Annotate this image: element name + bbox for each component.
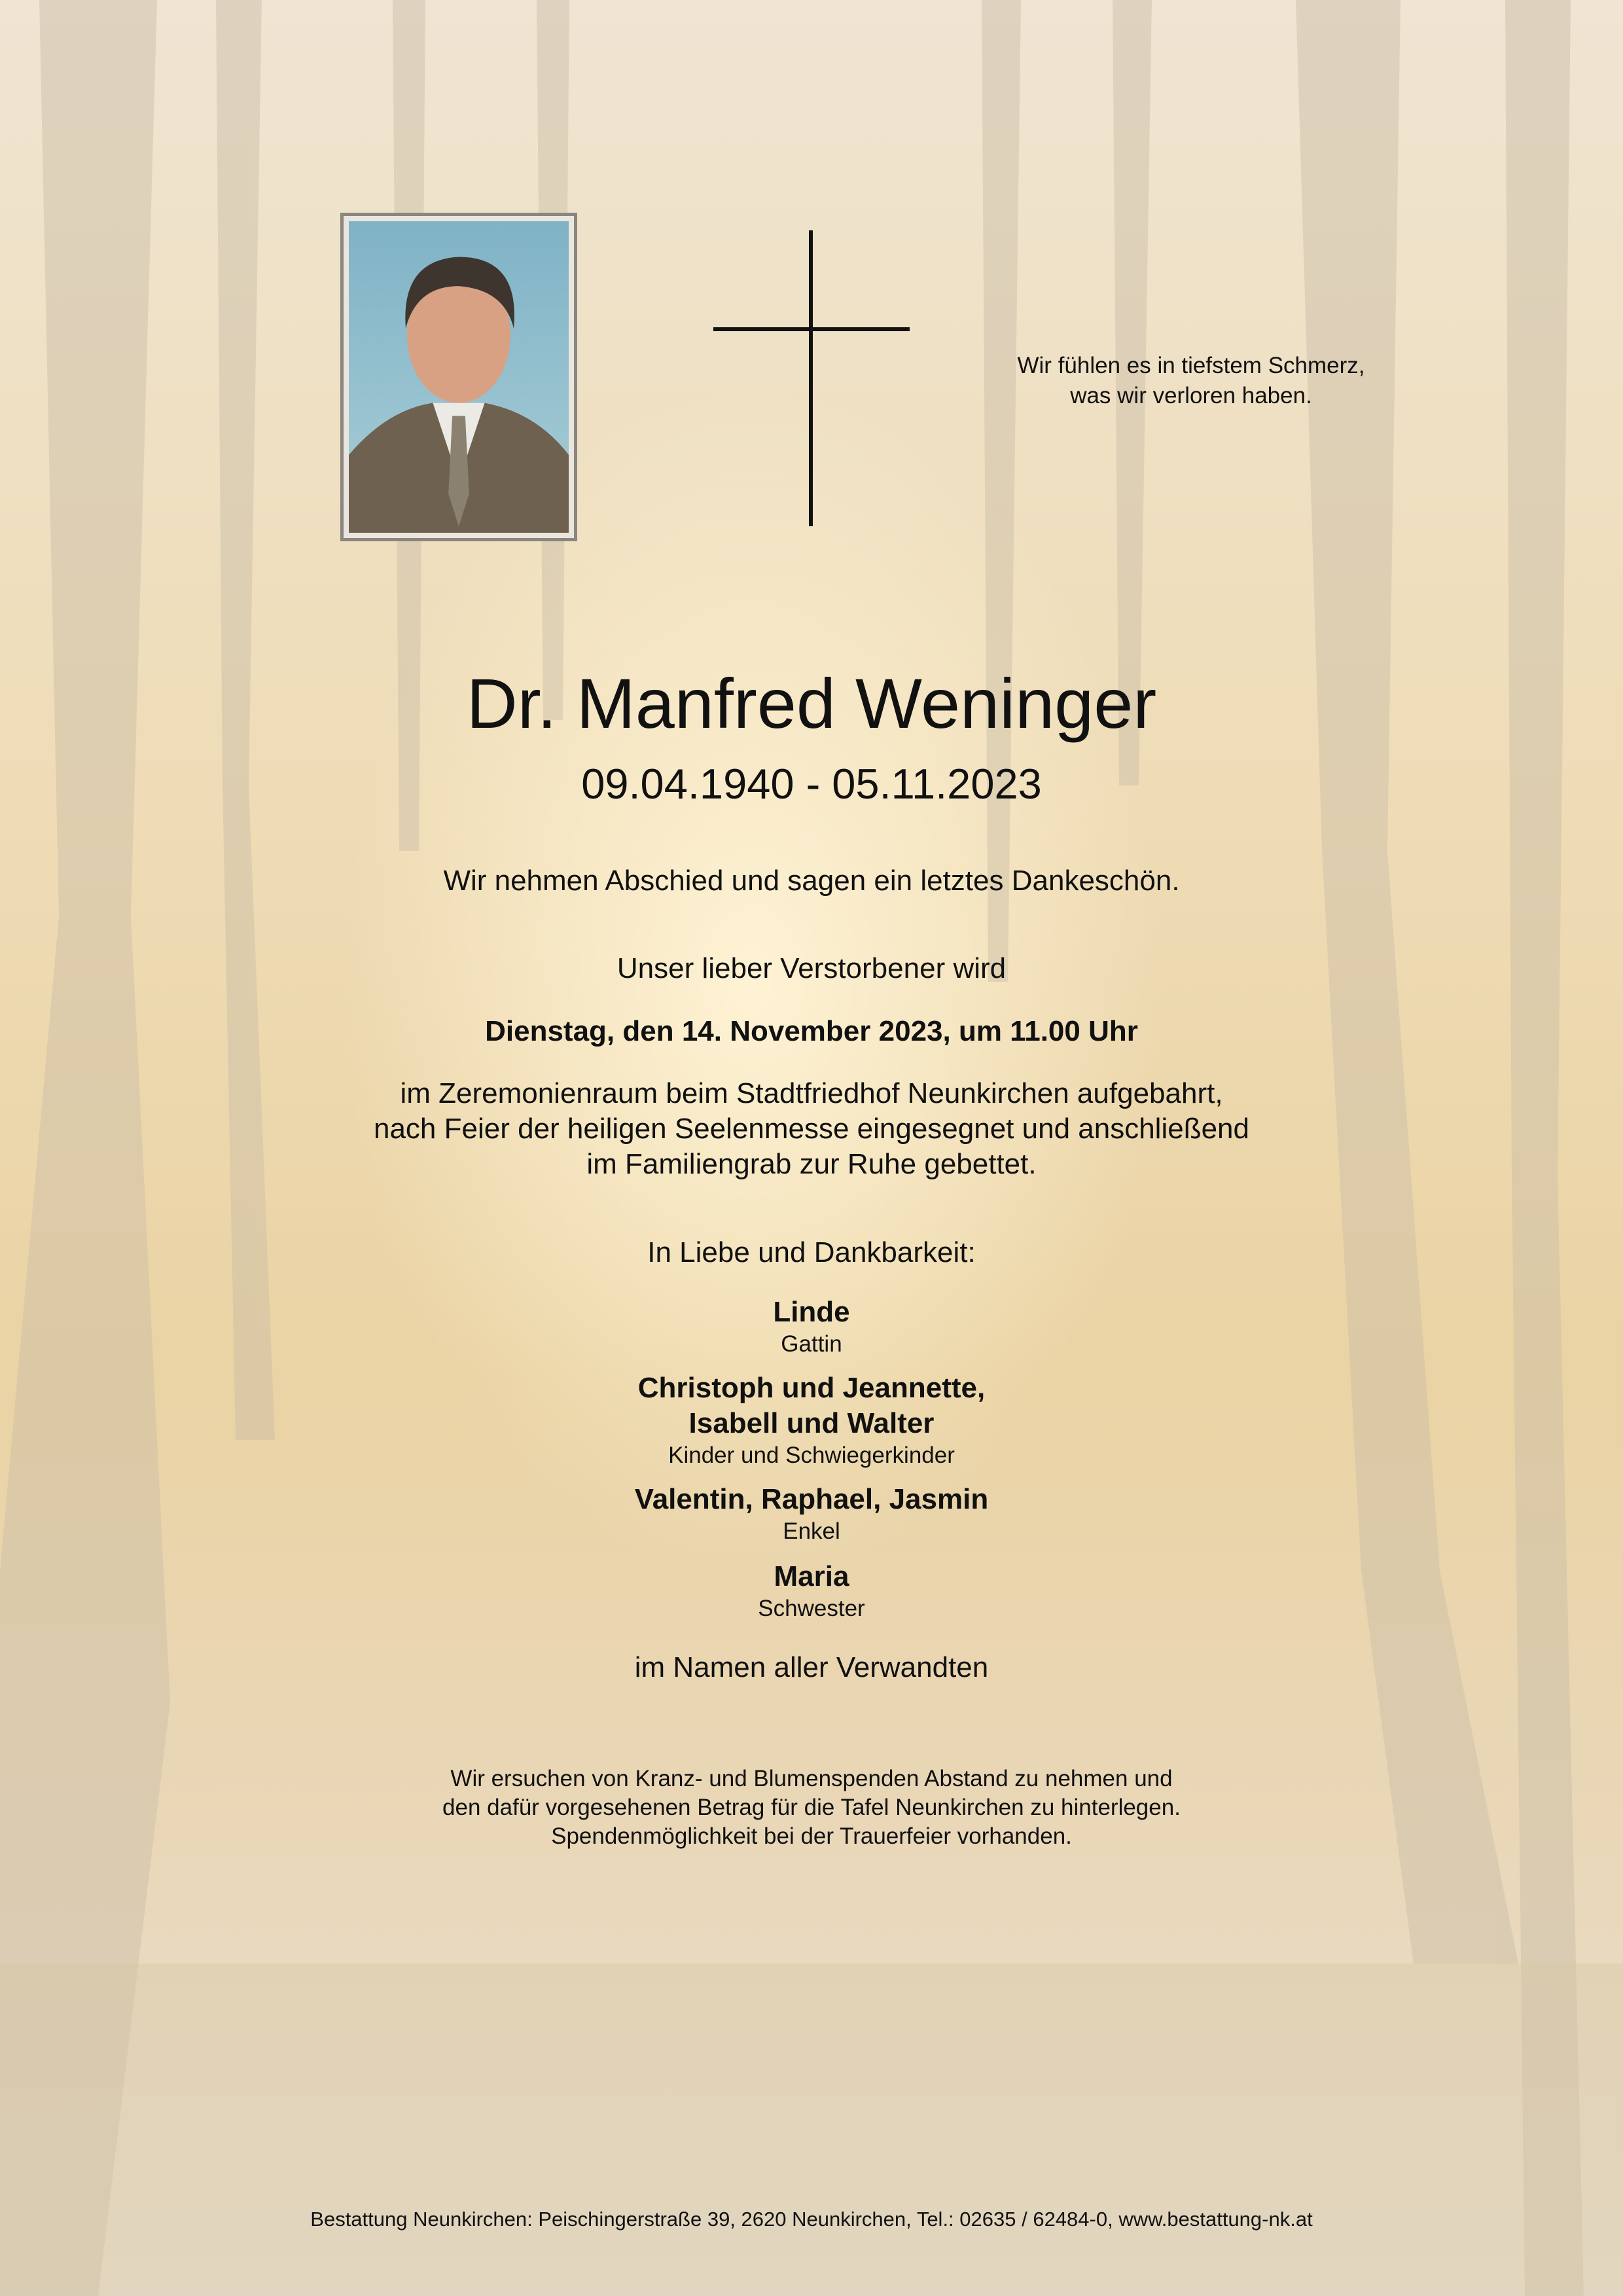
mourner-name: Christoph und Jeannette, (637, 1372, 986, 1404)
ceremony-intro: Unser lieber Verstorbener wird (616, 952, 1007, 984)
thanks-heading: In Liebe und Dankbarkeit: (647, 1236, 976, 1268)
mourner-name: Linde (773, 1296, 850, 1328)
mourner-entry (0, 1482, 1623, 1546)
mourner-name: Isabell und Walter (688, 1407, 935, 1439)
portrait-image (349, 221, 569, 533)
funeral-home-footer: Bestattung Neunkirchen: Peischingerstraße 39, 2620 Neunkirchen, Tel.: 02635 / 62484-0, www.bestattung-nk.at (310, 2208, 1313, 2231)
farewell-text: Wir nehmen Abschied und sagen ein letztes Dankeschön. (443, 865, 1180, 897)
donation-line: Wir ersuchen von Kranz- und Blumenspenden Abstand zu nehmen und (450, 1766, 1173, 1791)
mourner-role: Gattin (781, 1331, 842, 1357)
mourner-role: Enkel (783, 1518, 840, 1544)
portrait-photo (340, 213, 577, 541)
ceremony-line: nach Feier der heiligen Seelenmesse eingesegnet und anschließend (373, 1113, 1249, 1145)
mourner-entry (0, 1295, 1623, 1359)
quote (929, 351, 1453, 411)
ceremony-details (0, 1076, 1623, 1182)
cross-icon (713, 230, 910, 526)
mourner-role: Schwester (758, 1596, 865, 1621)
quote-line: was wir verloren haben. (1070, 383, 1312, 408)
all-relatives-text: im Namen aller Verwandten (634, 1651, 989, 1683)
ceremony-date-time: Dienstag, den 14. November 2023, um 11.00 Uhr (485, 1015, 1138, 1047)
ceremony-line: im Zeremonienraum beim Stadtfriedhof Neunkirchen aufgebahrt, (400, 1077, 1223, 1109)
donation-notice (0, 1765, 1623, 1851)
deceased-name: Dr. Manfred Weninger (466, 664, 1157, 743)
donation-line: Spendenmöglichkeit bei der Trauerfeier vorhanden. (551, 1823, 1072, 1849)
mourner-name: Maria (774, 1560, 849, 1592)
mourner-role: Kinder und Schwiegerkinder (668, 1443, 955, 1468)
ceremony-line: im Familiengrab zur Ruhe gebettet. (586, 1148, 1037, 1180)
life-dates: 09.04.1940 - 05.11.2023 (581, 760, 1042, 808)
donation-line: den dafür vorgesehenen Betrag für die Tafel Neunkirchen zu hinterlegen. (442, 1795, 1181, 1820)
mourner-name: Valentin, Raphael, Jasmin (634, 1483, 989, 1515)
mourner-entry (0, 1371, 1623, 1470)
quote-line: Wir fühlen es in tiefstem Schmerz, (1017, 353, 1365, 378)
mourner-entry (0, 1559, 1623, 1623)
